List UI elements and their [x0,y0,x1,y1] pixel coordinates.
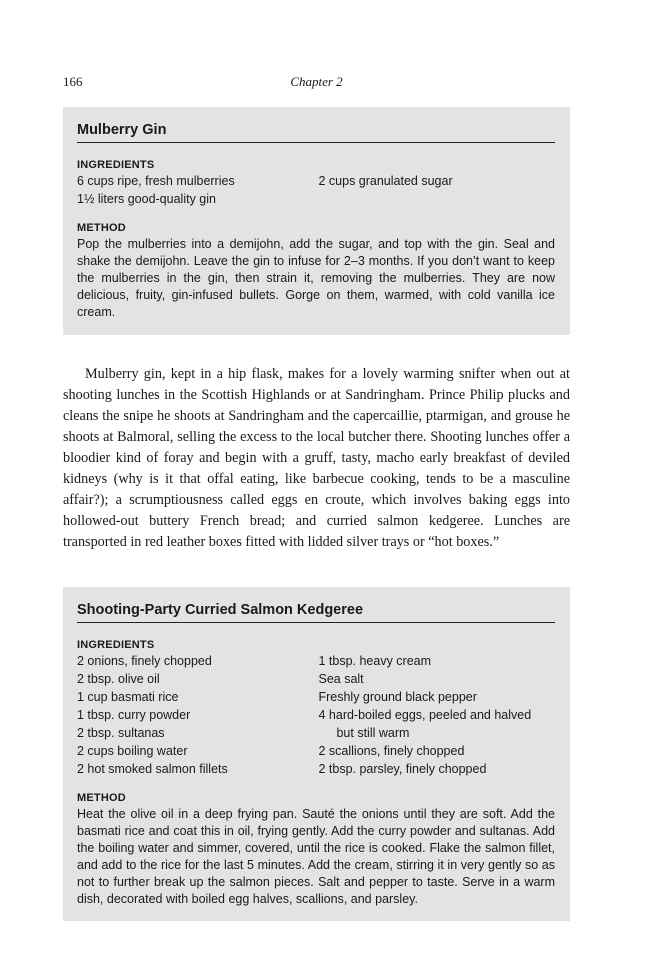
method-text: Heat the olive oil in a deep frying pan. Sauté the onions until they are soft. Add the basmati rice and coat this in oil, frying gently. Add the curry powder and sultanas. Add the boiling water and simmer, covered, until the rice is cooked. Flake the salmon fillet, and add to the rice for the last 5 minutes. Add the cream, stirring it in very gently so as not to further break up the salmon pieces. Salt and pepper to taste. Serve in a warm dish, decorated with boiled egg halves, scallions, and parsley. [77,807,555,906]
ingredients-label: INGREDIENTS [77,639,155,651]
ingredient-item: 1 tbsp. curry powder [77,708,191,722]
ingredient-item: 4 hard-boiled eggs, peeled and halved [318,708,532,722]
ingredient-item: 2 scallions, finely chopped [318,744,465,758]
ingredient-item: 6 cups ripe, fresh mulberries [77,174,235,188]
running-head [63,74,570,92]
ingredient-item: Freshly ground black pepper [318,690,477,704]
method-label: METHOD [77,792,126,804]
ingredients-list [77,172,556,208]
ingredient-item: 2 hot smoked salmon fillets [77,762,228,776]
ingredients-column-left [77,652,318,778]
ingredient-item-continuation: but still warm [336,726,410,740]
ingredient-item: 1 tbsp. heavy cream [318,654,432,668]
ingredient-item: 1 cup basmati rice [77,690,179,704]
method-label: METHOD [77,222,126,234]
recipe-box-salmon-kedgeree [63,587,570,921]
ingredient-item: 2 tbsp. parsley, finely chopped [318,762,487,776]
recipe-title: Mulberry Gin [77,107,555,143]
ingredient-item: 2 cups boiling water [77,744,188,758]
page-number: 166 [63,74,83,89]
ingredient-item: 2 tbsp. sultanas [77,726,165,740]
ingredients-list [77,652,556,778]
ingredients-label: INGREDIENTS [77,159,155,171]
ingredients-column-left [77,172,318,208]
method-text: Pop the mulberries into a demijohn, add the sugar, and top with the gin. Seal and shake the demijohn. Leave the gin to infuse for 2–3 months. If you don’t want to keep the mulberries in the gin, then strain it, removing the mulberries. They are now delicious, fruity, gin-infused bullets. Gorge on them, warmed, with cold vanilla ice cream. [77,237,555,319]
ingredients-column-right [318,172,556,208]
ingredient-item: 2 cups granulated sugar [318,174,453,188]
recipe-box-mulberry-gin [63,107,570,335]
ingredients-column-right [318,652,556,778]
body-paragraph: Mulberry gin, kept in a hip flask, makes for a lovely warming snifter when out at shooting lunches in the Scottish Highlands or at Sandringham. Prince Philip plucks and cleans the snipe he shoots at Sandringham and the capercaillie, ptarmigan, and grouse he shoots at Balmoral, selling the excess to the local butcher there. Shooting lunches offer a bloodier kind of foray and begin with a gruff, tasty, macho early breakfast of deviled kidneys (why is it that offal eating, like barbecue cooking, tends to be a masculine affair?); a scrumptiousness called eggs en croute, which involves baking eggs into hollowed-out buttery French bread; and curried salmon kedgeree. Lunches are transported in red leather boxes fitted with lidded silver trays or “hot boxes.” [63,366,570,550]
ingredient-item: 2 onions, finely chopped [77,654,212,668]
recipe-title: Shooting-Party Curried Salmon Kedgeree [77,587,555,623]
ingredient-item: 1½ liters good-quality gin [77,192,216,206]
ingredient-item: 2 tbsp. olive oil [77,672,160,686]
ingredient-item: Sea salt [318,672,364,686]
chapter-label: Chapter 2 [290,74,343,89]
